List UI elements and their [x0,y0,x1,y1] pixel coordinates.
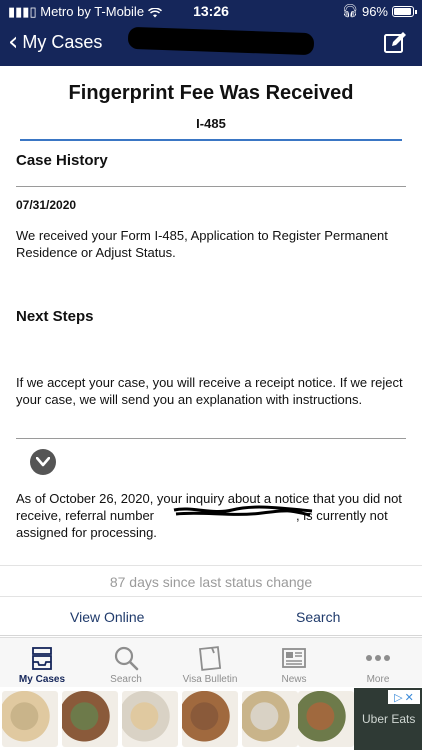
adchoices-icon: ▷ [394,690,403,704]
close-icon: ✕ [404,690,414,704]
ad-banner[interactable] [0,688,422,750]
search-icon [112,644,140,672]
divider [16,438,406,439]
view-online-link[interactable]: View Online [70,609,145,625]
battery-icon [392,6,414,17]
expand-toggle-button[interactable] [30,449,56,475]
back-label: My Cases [22,31,103,52]
top-bar [0,0,422,66]
headphones-icon: 🎧︎ [341,3,358,18]
tab-my-cases[interactable]: My Cases [0,638,84,688]
inquiry-text: As of October 26, 2020, your inquiry about a notice that you did not receive, referral number , is currently not assigned for processing. [16,491,402,540]
clock: 13:26 [193,3,229,19]
search-link[interactable]: Search [296,609,341,625]
ad-brand-label: Uber Eats [362,712,416,726]
back-button[interactable] [8,29,102,55]
case-status-title: Fingerprint Fee Was Received [68,82,354,104]
tab-search[interactable]: Search [84,638,168,688]
chevron-left-icon: ‹ [8,27,19,57]
carrier-label: ▮▮▮▯ Metro by T-Mobile [8,4,162,20]
action-links [0,598,422,636]
divider [16,186,406,187]
food-image [298,691,354,747]
redaction-scribble [172,505,314,519]
navigation-bar [0,22,422,66]
tab-bar [0,637,422,687]
tab-more[interactable]: More [336,638,420,688]
battery-percent: 96% [361,3,388,19]
document-icon [196,644,224,672]
inbox-icon [28,644,56,672]
food-image [2,691,58,747]
food-image [62,691,118,747]
food-image [182,691,238,747]
food-image [242,691,298,747]
tab-news[interactable]: News [252,638,336,688]
next-steps-heading: Next Steps [16,308,94,325]
case-history-heading: Case History [16,152,108,169]
newspaper-icon [280,644,308,672]
history-text: We received your Form I-485, Application to Register Permanent Residence or Adjust Status. [16,228,388,260]
edit-icon[interactable] [382,30,408,56]
signal-icon: ▮▮▮▯ [8,4,37,19]
ad-close-button[interactable] [388,690,420,704]
chevron-down-icon [36,457,50,467]
food-image [122,691,178,747]
status-change-notice: 87 days since last status change [0,565,422,597]
tab-visa-bulletin[interactable]: Visa Bulletin [168,638,252,688]
next-steps-text: If we accept your case, you will receive a receipt notice. If we reject your case, we will send you an explanation with instructions. [16,375,403,407]
status-right [341,3,414,19]
title-underline [20,139,402,141]
history-date: 07/31/2020 [16,198,77,212]
status-bar [0,0,422,22]
form-number: I-485 [196,116,226,131]
more-dots-icon [364,644,392,672]
